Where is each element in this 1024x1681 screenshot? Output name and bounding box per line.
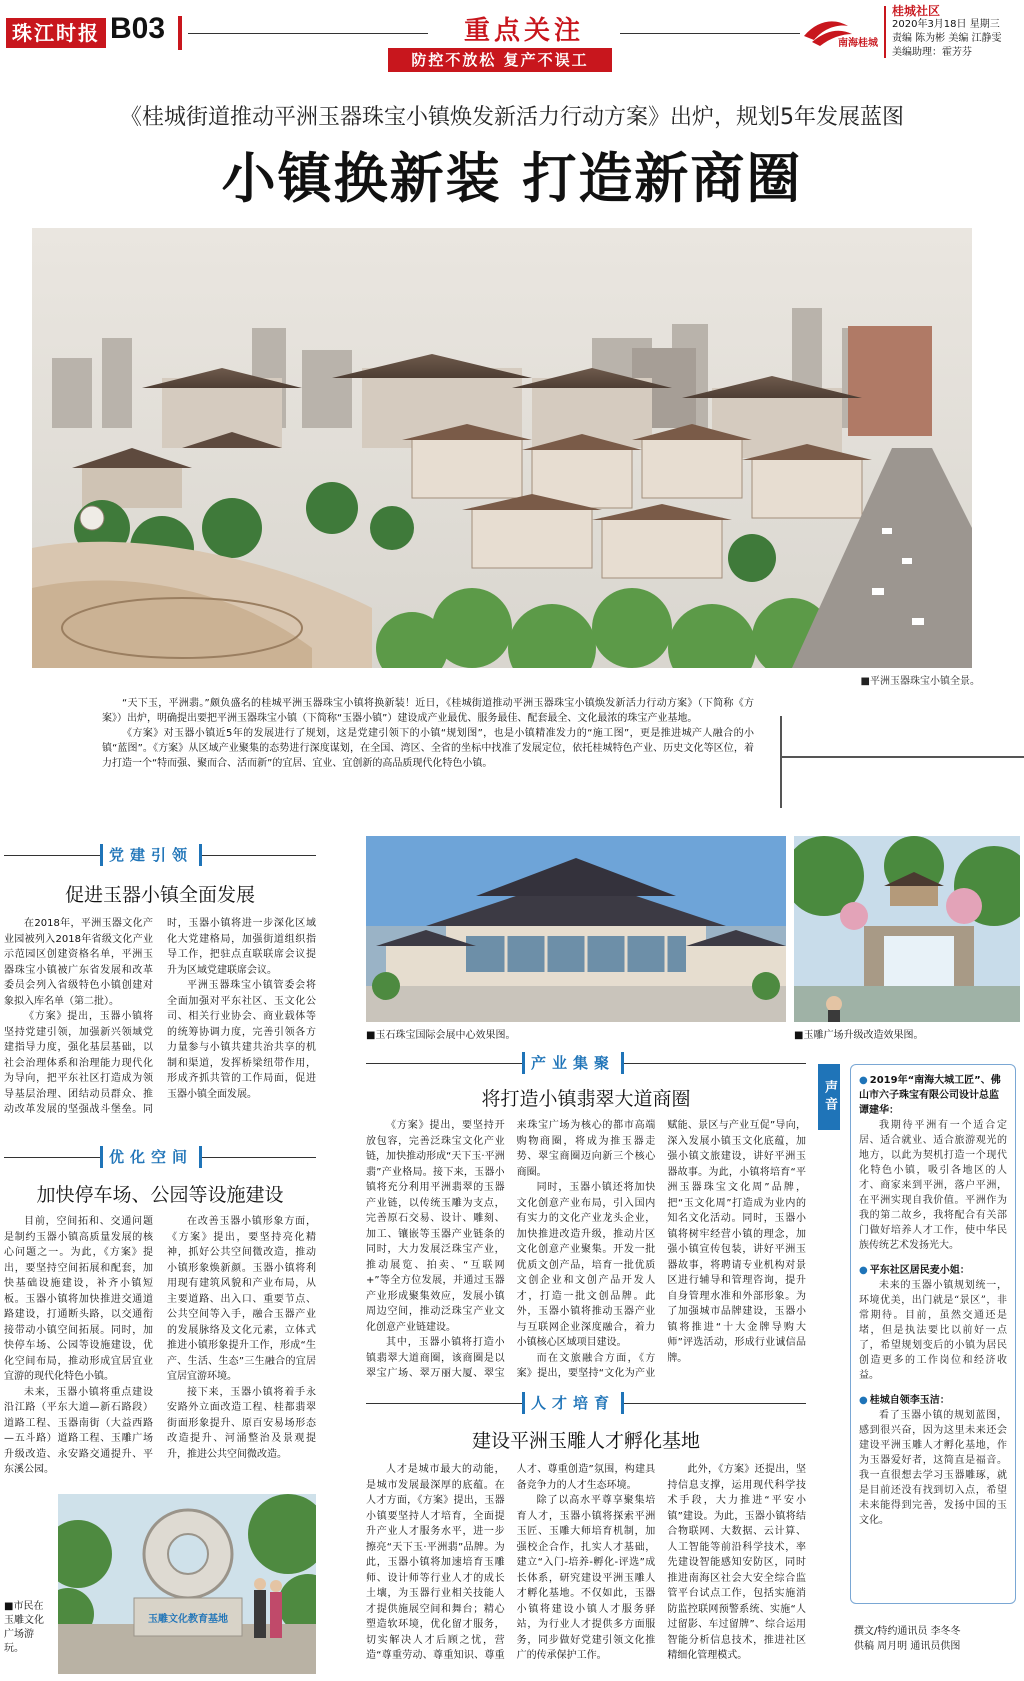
district-logo-text: 南海桂城 xyxy=(838,38,878,49)
voice-quote: 看了玉器小镇的规划蓝图，感到很兴奋，因为这里未来还会建设平洲玉雕人才孵化基地，作为玉器爱好者，这简直是福音。我一直很想去学习玉器雕琢，就是目前还没有找到切入点，希望未来能得到完善，发扬中国的玉文化。 xyxy=(859,1410,1007,1526)
section-header-space xyxy=(4,1146,316,1168)
article-paragraph: 目前，空间拓和、交通问题是制约玉器小镇高质量发展的核心问题之一。为此，《方案》提出，要坚持空间拓展和配套，加快基础设施建设，补齐小镇短板。玉器小镇将加快推进交通道路建设，打通断头路，以交通衔接带动小镇空间拓展。同时，加快停车场、公园等设施建设，优化空间布局，推动形成宜居宜业宜游的现代化特色小镇。 xyxy=(4,1216,153,1382)
headline-kicker: 《桂城街道推动平洲玉器珠宝小镇焕发新活力行动方案》出炉，规划5年发展蓝图 xyxy=(120,105,904,130)
voice-speaker: ● 桂城自领李玉洁： xyxy=(859,1393,1007,1408)
divider xyxy=(188,33,428,34)
section-title-talent: 建设平洲玉雕人才孵化基地 xyxy=(471,1430,700,1452)
article-talent xyxy=(366,1462,806,1676)
section-header-party xyxy=(4,844,316,866)
voices-box xyxy=(850,1064,1016,1604)
article-paragraph: 在2018年，平洲玉器文化产业园被列入2018年省级文化产业示范园区创建资格名单，平洲玉器珠宝小镇被广东省发展和改革委员会列入省级特色小镇创建对象拟入库名单（第二批）。 xyxy=(4,918,153,1007)
culture-photo-caption: ■市民在玉雕文化广场游玩。 xyxy=(4,1601,44,1654)
article-paragraph: 而在文旅融合方面，《方案》提出，要坚持“文化为产业赋能、景区与产业互促”导向，深入发展小镇玉文化底蕴，加强小镇文旅建设，讲好平洲玉器故事。为此，小镇将培育“平洲玉器珠宝文化周”品牌，把“玉文化周”打造成为业内的知名文化活动。同时，玉器小镇将树牢经营小镇的理念，加强小镇宣传包装，讲好平洲玉器故事，将聘请专业机构对景区进行辅导和管理咨询，提升自身管理水准和外部形象。为了加强城市品牌建设，玉器小镇将推进“十大金牌导购大师”评选活动，形成行业诚信品牌。 xyxy=(516,1120,806,1379)
section-tag-talent: 人才培育 xyxy=(522,1392,624,1414)
article-paragraph: 《方案》提出，玉器小镇将坚持党建引领，加强新兴领域党建指导力度，强化基层基础，以社会治理体系和治理能力现代化为导向，把平东社区打造成为领导基层治理、团结动员群众、推动改革发展的坚强战斗堡垒。同时，玉器小镇将进一步深化区域化大党建格局，加强街道组织指导工作，把驻点直联联席会议提升为区域党建联席会议。 xyxy=(4,918,316,1115)
divider xyxy=(178,16,182,50)
plaza-illustration xyxy=(794,836,1020,1022)
section-header-talent xyxy=(366,1392,806,1414)
voice-speaker: ● 2019年“南海大城工匠”、佛山市六子珠宝有限公司设计总监谭建华： xyxy=(859,1073,1007,1118)
paper-logo: 珠江时报 xyxy=(6,18,106,48)
divider xyxy=(884,6,886,58)
byline-source: 供稿 周月明 通讯员供图 xyxy=(854,1641,961,1652)
town-panorama-illustration xyxy=(32,228,972,668)
page-number: B03 xyxy=(110,12,166,45)
voice-entry xyxy=(859,1073,1007,1253)
article-paragraph: 《方案》提出，要坚持开放包容，完善泛珠宝文化产业链，加快推动形成“天下玉·平洲翡”产业格局。接下来，玉器小镇将充分利用平洲翡翠的玉器产业链，以传统玉雕为支点，完善原石交易、设计、雕刻、加工、镶嵌等玉器产业链条的同时，大力发展泛珠宝产业，推动展览、拍卖、“互联网+”等全方位发展，并通过玉器产业形成聚集效应，发展小镇周边空间，推动泛珠宝产业文化创意产业链建设。 xyxy=(366,1120,505,1333)
article-paragraph: 同时，玉器小镇还将加快文化创意产业布局，引入国内有实力的文化产业龙头企业，加快推进改造升级，推动片区文化创意产业聚集。开发一批优质文创产品，培育一批优质文创企业和文创产品开发人才，打造一批文创品牌。此外，玉器小镇将推动玉器产业与互联网企业深度融合，着力小镇核心区域项目建设。 xyxy=(516,1182,656,1348)
article-paragraph: 平洲玉器珠宝小镇管委会将全面加强对平东社区、玉文化公司、相关行业协会、商业载体等的统筹协调力度，完善引领各方力量参与小镇共建共治共享的机制和渠道，发挥桥梁纽带作用，形成齐抓共管的工作局面，促进玉器小镇全面发展。 xyxy=(167,980,316,1100)
article-paragraph: 在改善玉器小镇形象方面，《方案》提出，要坚持亮化精神，抓好公共空间微改造，推动小镇形象焕新颜。玉器小镇将利用现有建筑风貌和产业布局，从主要道路、出入口、重要节点、公共空间等入手，融合玉器产业的发展脉络及文化元素，立体式推进小镇形象提升工作，形成“生产、生活、生态”三生融合的宜居宜居宜游环境。 xyxy=(167,1216,316,1382)
byline xyxy=(854,1624,1020,1654)
editor-line: 责编 陈为彬 美编 江静雯 xyxy=(892,33,1002,44)
divider xyxy=(780,716,782,808)
headline-title: 小镇换新装 打造新商圈 xyxy=(221,146,803,210)
section-tag-space: 优化空间 xyxy=(100,1146,202,1168)
assistant-line: 美编助理：霍芳芬 xyxy=(892,47,972,58)
culture-square-illustration xyxy=(58,1494,316,1674)
date-line: 2020年3月18日 星期三 xyxy=(892,19,1000,30)
article-paragraph: 未来，玉器小镇将重点建设沿江路（平东大道—新石路段）道路工程、玉器南街（大益西路—五斗路）道路工程、玉雕广场升级改造、永安路交通提升、平东溪公园。 xyxy=(4,1386,153,1475)
voice-entry xyxy=(859,1393,1007,1528)
voice-quote: 未来的玉器小镇规划统一，环境优美，出门就是“景区”，非常期待。目前，虽然交通还是堵，但是执法要比以前好一点了，希望规划变后的小镇为居民创造更多的工作岗位和经济收益。 xyxy=(859,1280,1007,1381)
section-title-space: 加快停车场、公园等设施建设 xyxy=(36,1184,284,1206)
voice-speaker: ● 平东社区居民麦小姐： xyxy=(859,1263,1007,1278)
main-photo-caption: ■平洲玉器珠宝小镇全景。 xyxy=(860,676,980,687)
byline-author: 撰文/特约通讯员 李冬冬 xyxy=(854,1626,961,1637)
section-tag-party: 党建引领 xyxy=(100,844,202,866)
voices-tag: 声音 xyxy=(818,1064,840,1130)
section-title-industry: 将打造小镇翡翠大道商圈 xyxy=(481,1088,691,1110)
expo-center-rendering xyxy=(366,836,786,1022)
article-industry xyxy=(366,1118,806,1382)
divider xyxy=(780,756,1024,758)
article-paragraph: 除了以高水平尊享聚集培育人才，玉器小镇将探索平洲玉匠、玉雕大师培育机制，加强校企合作，扎实人才基础，建立“入门-培养-孵化-评选”成长体系，研究建设平洲玉雕人才孵化基地。不仅如此，玉器小镇将建设小镇人才服务驿站，为行业人才提供多方面服务，同步做好党建引领文化推广的传承保护工作。 xyxy=(516,1495,656,1661)
voice-quote: 我期待平洲有一个适合定居、适合就业、适合旅游观光的地方，以此为契机打造一个现代化特色小镇，吸引各地区的人才、商家来到平洲，落户平洲，在平洲实现自我价值。平洲作为我的第二故乡，我将配合有关部门做好培养人才工作，使中华民族传统艺术发扬光大。 xyxy=(859,1120,1007,1251)
plaza-rendering-caption: ■玉雕广场升级改造效果图。 xyxy=(794,1030,924,1041)
main-photo-town-panorama xyxy=(32,228,972,668)
section-title: 重点关注 xyxy=(463,16,584,46)
column-name: 桂城社区 xyxy=(892,4,941,18)
expo-rendering-caption: ■玉石珠宝国际会展中心效果图。 xyxy=(366,1030,516,1041)
section-title-party: 促进玉器小镇全面发展 xyxy=(64,884,255,906)
article-paragraph: 接下来，玉器小镇将着手永安路外立面改造工程、桂都翡翠街面形象提升、原百安易场形态改造提升、河涌整治及景观提升，推进公共空间微改造。 xyxy=(167,1386,316,1460)
article-space xyxy=(4,1214,316,1484)
section-subtitle: 防控不放松 复产不误工 xyxy=(388,48,612,72)
stone-inscription: 玉雕文化教育基地 xyxy=(148,1614,228,1625)
article-party xyxy=(4,916,316,1122)
article-paragraph: 人才是城市最大的动能，是城市发展最深厚的底蕴。在人才方面，《方案》提出，玉器小镇要坚持人才培育，全面提升产业人才服务水平，进一步擦亮“天下玉·平洲翡”品牌。为此，玉器小镇将加速培育玉雕师、设计师等行业人才的成长土壤，为玉器行业相关技能人才提供施展空间和舞台；精心塑造软环境，优化留才服务，切实解决人才后顾之忧，营造“尊重劳动、尊重知识、尊重人才、尊重创造”氛围，构建具备竞争力的人才生态环境。 xyxy=(366,1464,656,1661)
divider xyxy=(620,33,800,34)
expo-center-illustration xyxy=(366,836,786,1022)
lead-paragraph: “天下玉，平洲翡。”颇负盛名的桂城平洲玉器珠宝小镇将换新装！近日，《桂城街道推动平洲玉器珠宝小镇焕发新活力行动方案》（下简称《方案》）出炉，明确提出要把平洲玉器珠宝小镇（下简称“玉器小镇”）建设成产业最优、服务最佳、配套最全、文化最浓的珠宝产业基地。 xyxy=(102,698,754,724)
article-paragraph: 其中，玉器小镇将打造小镇翡翠大道商圈，该商圈是以翠宝广场、翠万丽大厦、翠宝来珠宝广场为核心的都市高端购物商圈，将成为推玉器走势、翠宝商圈迈向新三个核心商圈。 xyxy=(366,1120,656,1379)
article-paragraph: 此外，《方案》还提出，坚持信息支撑，运用现代科学技术手段，大力推进“平安小镇”建设。为此，玉器小镇将结合物联网、大数据、云计算、人工智能等前沿科学技术，率先建设智能感知安防区，同时推进南海区社会大安全综合监管平台试点工作，包括实施消防监控联网预警系统、实施“人过留影、车过留牌”、综合运用智能分析信息技术，推进社区精细化管理模式。 xyxy=(667,1464,806,1661)
masthead-info xyxy=(892,4,1002,60)
section-tag-industry: 产业集聚 xyxy=(522,1052,624,1074)
lead-paragraphs xyxy=(102,696,754,771)
section-header-industry xyxy=(366,1052,806,1074)
culture-square-photo xyxy=(58,1494,316,1674)
masthead xyxy=(0,0,1024,80)
plaza-rendering xyxy=(794,836,1020,1022)
lead-paragraph: 《方案》对玉器小镇近5年的发展进行了规划，这是党建引领下的小镇“规划图”，也是小镇精准发力的“施工图”，更是推进城产人融合的小镇“蓝图”。《方案》从区域产业聚集的态势进行深度谋划，在全国、湾区、全省的坐标中找准了发展定位，依托桂城特色产业、历史文化等区位，着力打造一个“特而强、聚而合、活而新”的宜居、宜业、宜创新的高品质现代化特色小镇。 xyxy=(102,728,754,769)
voice-entry xyxy=(859,1263,1007,1383)
